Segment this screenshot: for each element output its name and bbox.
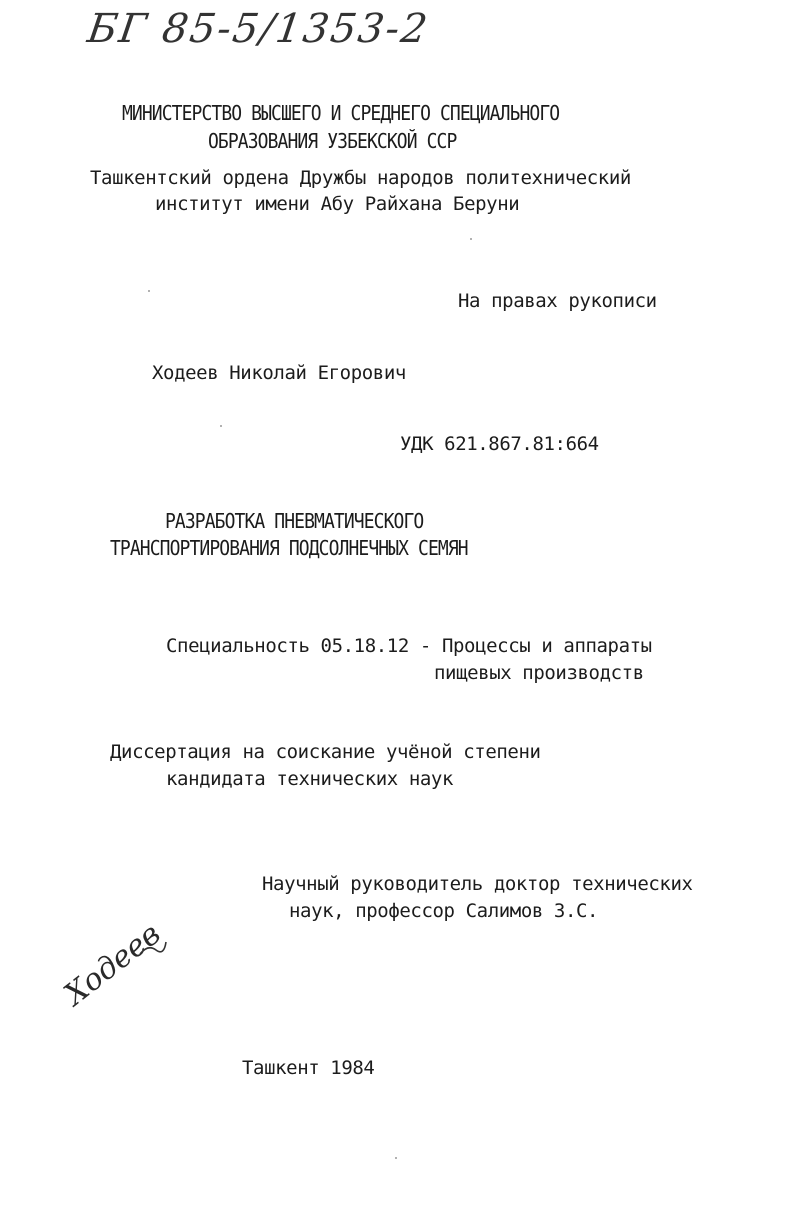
manuscript-note: На правах рукописи — [458, 290, 657, 312]
institute-line-2: институт имени Абу Райхана Беруни — [155, 193, 520, 215]
scan-speck — [470, 238, 472, 240]
title-line-1: РАЗРАБОТКА ПНЕВМАТИЧЕСКОГО — [165, 510, 424, 534]
signature-flourish — [138, 940, 168, 960]
scan-speck — [220, 425, 222, 427]
supervisor-line-2: наук, профессор Салимов З.С. — [289, 900, 599, 922]
dissertation-line-2: кандидата технических наук — [166, 768, 454, 790]
place-and-year: Ташкент 1984 — [242, 1057, 375, 1079]
supervisor-line-1: Научный руководитель доктор технических — [262, 873, 693, 895]
archive-mark: БГ 85-5/1353-2 — [84, 6, 432, 52]
specialty-line-1: Специальность 05.18.12 - Процессы и аппараты — [166, 635, 652, 657]
institute-line-1: Ташкентский ордена Дружбы народов политехнический — [90, 167, 631, 189]
title-line-2: ТРАНСПОРТИРОВАНИЯ ПОДСОЛНЕЧНЫХ СЕМЯН — [110, 537, 468, 561]
scan-speck — [395, 1157, 397, 1159]
udk-code: УДК 621.867.81:664 — [400, 433, 599, 455]
ministry-line-1: МИНИСТЕРСТВО ВЫСШЕГО И СРЕДНЕГО СПЕЦИАЛЬНОГО — [122, 102, 560, 126]
ministry-line-2: ОБРАЗОВАНИЯ УЗБЕКСКОЙ ССР — [208, 130, 457, 154]
handwritten-signature: Ходеев — [58, 916, 168, 1013]
scan-speck — [148, 290, 150, 292]
author-name: Ходеев Николай Егорович — [152, 362, 406, 384]
dissertation-line-1: Диссертация на соискание учёной степени — [110, 741, 541, 763]
specialty-line-2: пищевых производств — [434, 662, 644, 684]
